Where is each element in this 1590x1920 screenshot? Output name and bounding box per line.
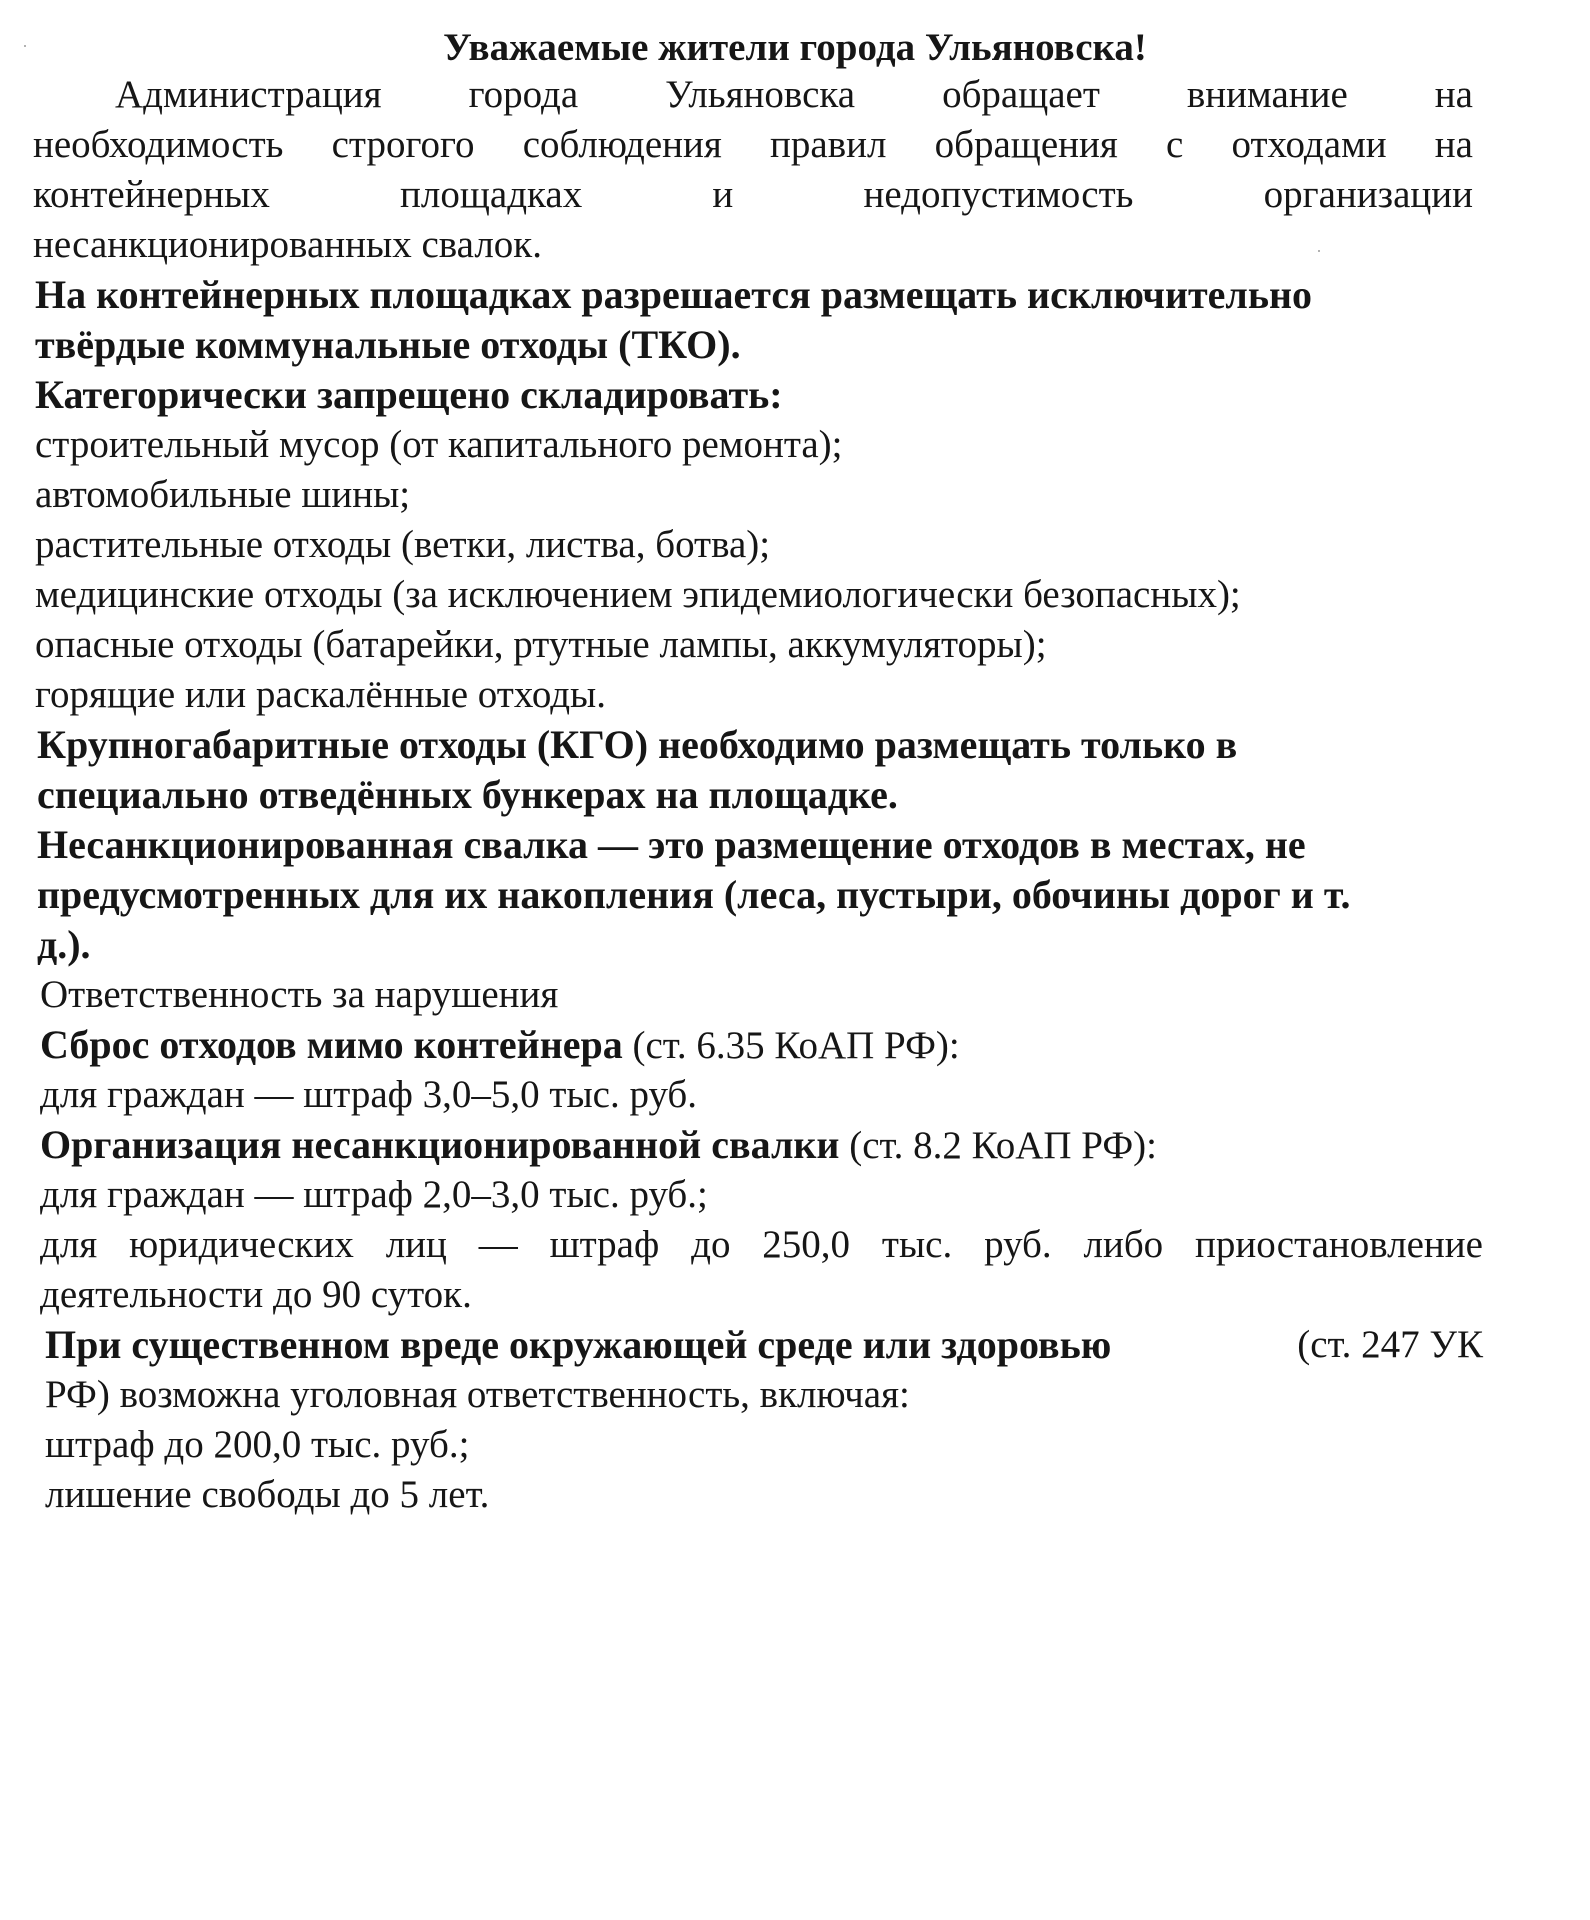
- intro-line-4: несанкционированных свалок.: [33, 223, 542, 266]
- bulky-line-1: Крупногабаритные отходы (КГО) необходимо размещать только в: [37, 722, 1238, 767]
- violation-2-fine-1: для граждан — штраф 2,0–3,0 тыс. руб.;: [40, 1173, 708, 1216]
- responsibility-heading: Ответственность за нарушения: [40, 973, 559, 1016]
- prohibited-item-4: медицинские отходы (за исключением эпидемиологически безопасных);: [35, 573, 1241, 616]
- violation-2-ref: (ст. 8.2 КоАП РФ):: [839, 1124, 1157, 1167]
- allowed-line-1: На контейнерных площадках разрешается размещать исключительно: [35, 272, 1313, 317]
- scan-speck: [1318, 250, 1320, 252]
- violation-1-line: [40, 1020, 960, 1070]
- criminal-ref: (ст. 247 УК: [1297, 1323, 1483, 1366]
- scan-speck: [24, 45, 26, 47]
- prohibited-item-3: растительные отходы (ветки, листва, ботва);: [35, 523, 771, 566]
- violation-2-fine-3: деятельности до 90 суток.: [40, 1273, 472, 1316]
- prohibited-item-5: опасные отходы (батарейки, ртутные лампы, аккумуляторы);: [35, 623, 1047, 666]
- definition-line-3: д.).: [37, 922, 91, 967]
- notice-title: Уважаемые жители города Ульяновска!: [443, 26, 1147, 69]
- intro-line-1: Администрация города Ульяновска обращает внимание на: [115, 73, 1473, 116]
- bulky-line-2: специально отведённых бункерах на площадке.: [37, 772, 898, 817]
- definition-line-1: Несанкционированная свалка — это размещение отходов в местах, не: [37, 822, 1306, 867]
- intro-line-3: контейнерных площадках и недопустимость организации: [33, 173, 1473, 216]
- criminal-title: При существенном вреде окружающей среде или здоровью: [45, 1322, 1112, 1367]
- prohibited-heading: Категорически запрещено складировать:: [35, 372, 783, 417]
- criminal-line-1: [45, 1320, 1483, 1370]
- prohibited-item-1: строительный мусор (от капитального ремонта);: [35, 423, 843, 466]
- criminal-item-1: штраф до 200,0 тыс. руб.;: [45, 1423, 470, 1466]
- violation-1-title: Сброс отходов мимо контейнера: [40, 1022, 623, 1067]
- violation-1-fine: для граждан — штраф 3,0–5,0 тыс. руб.: [40, 1073, 698, 1116]
- intro-line-2: необходимость строгого соблюдения правил обращения с отходами на: [33, 123, 1473, 166]
- criminal-item-2: лишение свободы до 5 лет.: [45, 1473, 490, 1516]
- violation-1-ref: (ст. 6.35 КоАП РФ):: [622, 1024, 960, 1067]
- allowed-line-2: твёрдые коммунальные отходы (ТКО).: [35, 322, 741, 367]
- definition-line-2: предусмотренных для их накопления (леса, пустыри, обочины дорог и т.: [37, 872, 1351, 917]
- violation-2-line: [40, 1120, 1157, 1170]
- criminal-line-2: РФ) возможна уголовная ответственность, включая:: [45, 1373, 910, 1416]
- violation-2-title: Организация несанкционированной свалки: [40, 1122, 840, 1167]
- prohibited-item-6: горящие или раскалённые отходы.: [35, 673, 607, 716]
- prohibited-item-2: автомобильные шины;: [35, 473, 411, 516]
- violation-2-fine-2: для юридических лиц — штраф до 250,0 тыс. руб. либо приостановление: [40, 1223, 1483, 1266]
